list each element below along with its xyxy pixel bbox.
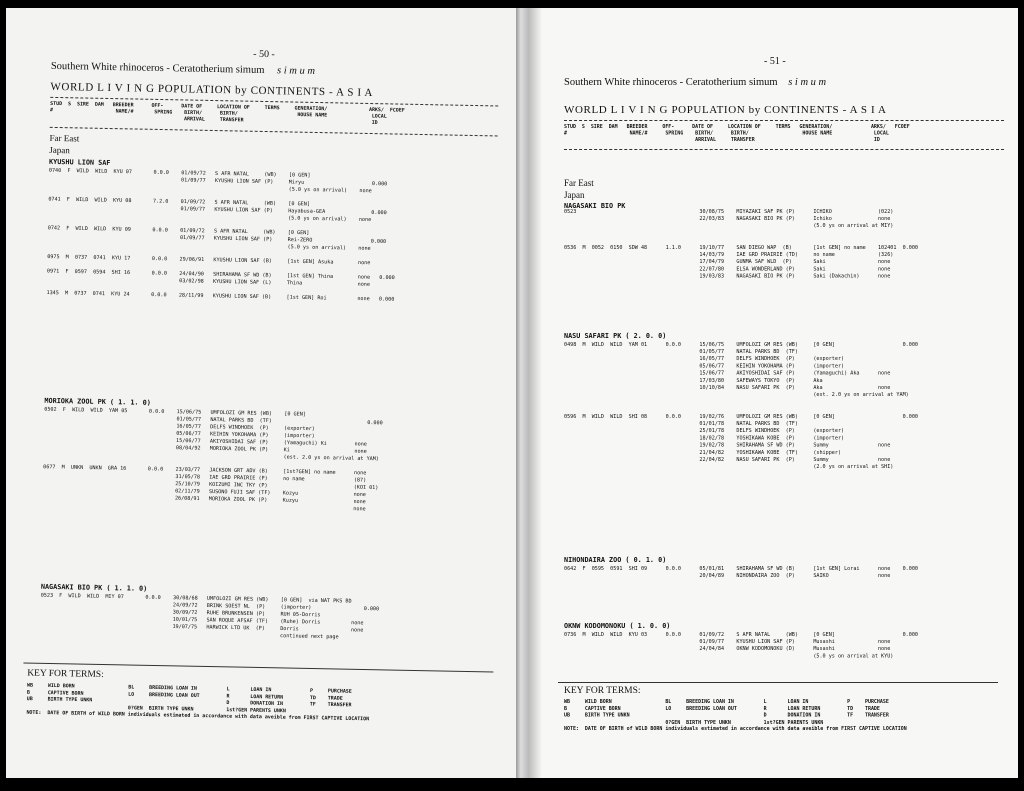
left-page <box>6 8 516 778</box>
record-block: 0736 M WILD WILD KYU 03 0.0.0 01/09/72 S AFR NATAL (WB) [0 GEN] 0.000 01/09/77 KYUSHU LION SAF (P) Musashi none 24/04/84 OKNW KODOMONOKU (D) Musashi none (5.0 ys on arrival at KYU) <box>564 631 918 659</box>
region-label: Far East <box>564 178 594 188</box>
record-block: 0740 F WILD WILD KYU 07 0.0.0 01/09/72 S AFR NATAL (WB) [0 GEN] 01/09/77 KYUSHU LION SAF (P) Miryu 0.000 (5.0 ys on arrival) none 0741 F WILD WILD KYU 08 7.2.0 01/09/72 S AFR NATAL (WB) [0 GEN] 01/09/77 KYUSHU LION SAF (P) Hayabusa-GEA 0.000 (5.0 ys on arrival) none 0742 F WILD WILD KYU 09 0.0.0 01/09/72 S AFR NATAL (WB) [0 GEN] 01/09/77 KYUSHU LION SAF (P) Rei-ZERO 0.000 (5.0 ys on arrival) none 0975 M 0737 0741 KYU 17 0.0.0 29/06/91 KYUSHU LION SAF (B) [1st GEN] Asuka none 0971 F 0597 0594 SHI 16 0.0.0 24/04/90 SHIRAHAMA SF WD (B) [1st GEN] Thina none 0.000 03/02/98 KYUSHU LION SAF (L) Thina none 1345 M 0737 0741 KYU 24 0.0.0 28/11/99 KYUSHU LION SAF (B) [1st GEN] Roi none 0.000 <box>46 166 395 303</box>
key-title: KEY FOR TERMS: <box>564 686 641 696</box>
species-title: Southern White rhinoceros - Ceratotherium simum s i m u m <box>564 77 827 88</box>
record-block: 0642 F 0595 0591 SHI 09 0.0.0 05/01/81 SHIRAHAMA SF WD (B) [1st GEN] Lorai none 0.000 20/04/89 NIHONDAIRA ZOO (P) SAIKO none <box>564 565 918 579</box>
country-label: Japan <box>564 190 585 200</box>
left-page-content <box>6 8 516 778</box>
region-label: Far East <box>49 132 80 144</box>
species-title: Southern White rhinoceros - Ceratotherium simum s i m u m <box>50 60 316 77</box>
zoo-heading: NAGASAKI BIO PK ( 1. 1. 0) <box>40 582 148 593</box>
record-block: 0523 F WILD WILD MIY 07 0.0.0 30/08/68 UMFOLOZI GM RES (WB) [0 GEN] via NAT PKS BD 24/09/72 BRINK SOEST NL (P) (importer) 0.000 30/09/72 RUHE BRUNKENSEN (P) RUH 05-Dorris 10/01/75 SAN ROQUE AFSAF (TF) (Ruhe) Dorris none 19/07/75 HARWICK LTD UK (P) Dorris none continued next page <box>39 591 380 640</box>
key-terms: WB WILD BORN BL BREEDING LOAN IN L LOAN IN P PURCHASE B CAPTIVE BORN LO BREEDING LOAN OUT R LOAN RETURN TD TRADE UB BIRTH TYPE UNKN D DONATION IN TF TRANSFER 0?GEN BIRTH TYPE UNKN 1st?GEN PARENTS UNKN NOTE: DATE OF BIRTH of WILD BORN individuals estimated in accordance with data aveible from FIRST CAPTIVE LOCATION <box>564 699 907 732</box>
zoo-heading: OKNW KODOMONOKU ( 1. 0. 0) <box>564 622 671 630</box>
record-block: 0523 30/08/75 MIYAZAKI SAF PK (P) ICHIKO (022) 22/03/83 NAGASAKI BIO PK (P) Ichiko none (5.0 ys on arrival at MIY) 0536 M 0052 0150 SDW 48 1.1.0 19/10/77 SAN DIEGO WAP (B) [1st GEN] no name 102401 0.000 14/03/79 IAE GRD PRAIRIE (TD) no name (326) 17/04/79 GUNMA SAF WLD (P) Saki none 22/07/80 ELSA WONDERLAND (P) Saki none 19/03/83 NAGASAKI BIO PK (P) Saki (Dakachin) none <box>564 208 918 280</box>
page-number: - 50 - <box>253 48 275 61</box>
section-title: WORLD L I V I N G POPULATION by CONTINENTS - A S I A <box>50 80 374 100</box>
key-terms: WB WILD BORN BL BREEDING LOAN IN L LOAN IN P PURCHASE B CAPTIVE BORN LO BREEDING LOAN OUT R LOAN RETURN TD TRADE UB BIRTH TYPE UNKN D DONATION IN TF TRANSFER 0?GEN BIRTH TYPE UNKN 1st?GEN PARENTS UNKN NOTE: DATE OF BIRTH of WILD BORN individuals estimated in accordance with data aveible from FIRST CAPTIVE LOCATION <box>26 682 370 722</box>
section-title: WORLD L I V I N G POPULATION by CONTINENTS - A S I A <box>564 104 887 116</box>
record-block: 0502 F WILD WILD YAM 05 0.0.0 15/06/75 UMFOLOZI GM RES (WB) [0 GEN] 01/05/77 NATAL PARKS BD (TF) 0.000 16/05/77 DELFS WINDHOEK (P) (exporter) 05/06/77 KEIHIN YOKOHAMA (P) (importer) 15/06/77 AKIYOSHIDAI SAF (P) (Yamaguchi) Ki none 08/04/92 MORIOKA ZOOL PK (P) Ki none (est. 2.0 ys on arrival at YAM) 0677 M UNKN UNKN GRA 16 0.0.0 23/03/77 JACKSON GRT ADV (B) [1st?GEN] no name none 31/05/78 IAE GRD PRAIRIE (P) no name (87) 25/10/79 KOIZUMI INC TKY (P) (KOI 01) 02/11/79 SUSONO FUJI SAF (TF) Kozyu none 26/08/91 MORIOKA ZOOL PK (P) Kuzyu none none <box>42 405 383 512</box>
column-header: STUD S SIRE DAM BREEDER OFF- DATE OF LOCATION OF TERMS GENERATION/ ARKS/ FCOEF # NAME/# SPRING BIRTH/ BIRTH/ HOUSE NAME LOCAL ARRIVAL TRANSFER ID <box>49 100 405 126</box>
key-rule <box>558 682 998 683</box>
header-rule-top <box>564 120 1004 121</box>
key-title: KEY FOR TERMS: <box>27 668 104 680</box>
header-rule-bottom <box>564 149 1004 150</box>
zoo-heading: NAGASAKI BIO PK <box>564 202 626 210</box>
gutter-shadow <box>528 8 542 778</box>
column-header: STUD S SIRE DAM BREEDER OFF- DATE OF LOCATION OF TERMS GENERATION/ ARKS/ FCOEF # NAME/# SPRING BIRTH/ BIRTH/ HOUSE NAME LOCAL ARRIVAL TRANSFER ID <box>564 124 910 143</box>
right-page <box>528 8 1018 778</box>
record-block: 0498 M WILD WILD YAM 01 0.0.0 15/06/75 UMFOLOZI GM RES (WB) [0 GEN] 0.000 01/05/77 NATAL PARKS BD (TF) 16/05/77 DELFS WINDHOEK (P) (exporter) 05/06/77 KEIHIN YOKOHAMA (P) (importer) 15/06/77 AKIYOSHIDAI SAF (P) (Yamaguchi) Aka none 17/03/80 SAFEWAYS TOKYO (P) Aka 10/10/84 NASU SAFARI PK (P) Aka none (est. 2.0 ys on arrival at YAM) 0596 M WILD WILD SHI 08 0.0.0 19/02/76 UMFOLOZI GM RES (WB) [0 GEN] 0.000 01/01/78 NATAL PARKS BD (TF) 25/01/78 DELFS WINDHOEK (P) (exporter) 18/02/78 YOSHIKAWA KOBE (P) (importer) 19/02/78 SHIRAHAMA SF WD (P) Summy none 21/04/82 YOSHIKAWA KOBE (TF) (shipper) 22/04/82 NASU SAFARI PK (P) Summy none (2.0 ys on arrival at SHI) <box>564 341 918 470</box>
zoo-heading: MORIOKA ZOOL PK ( 1. 1. 0) <box>44 396 151 407</box>
page-number: - 51 - <box>764 56 786 67</box>
zoo-heading: NIHONDAIRA ZOO ( 0. 1. 0) <box>564 556 667 564</box>
country-label: Japan <box>49 144 70 156</box>
book-gutter <box>516 8 528 778</box>
header-rule-bottom <box>50 127 498 137</box>
zoo-heading: NASU SAFARI PK ( 2. 0. 0) <box>564 332 667 340</box>
zoo-heading: KYUSHU LION SAF <box>48 157 111 168</box>
